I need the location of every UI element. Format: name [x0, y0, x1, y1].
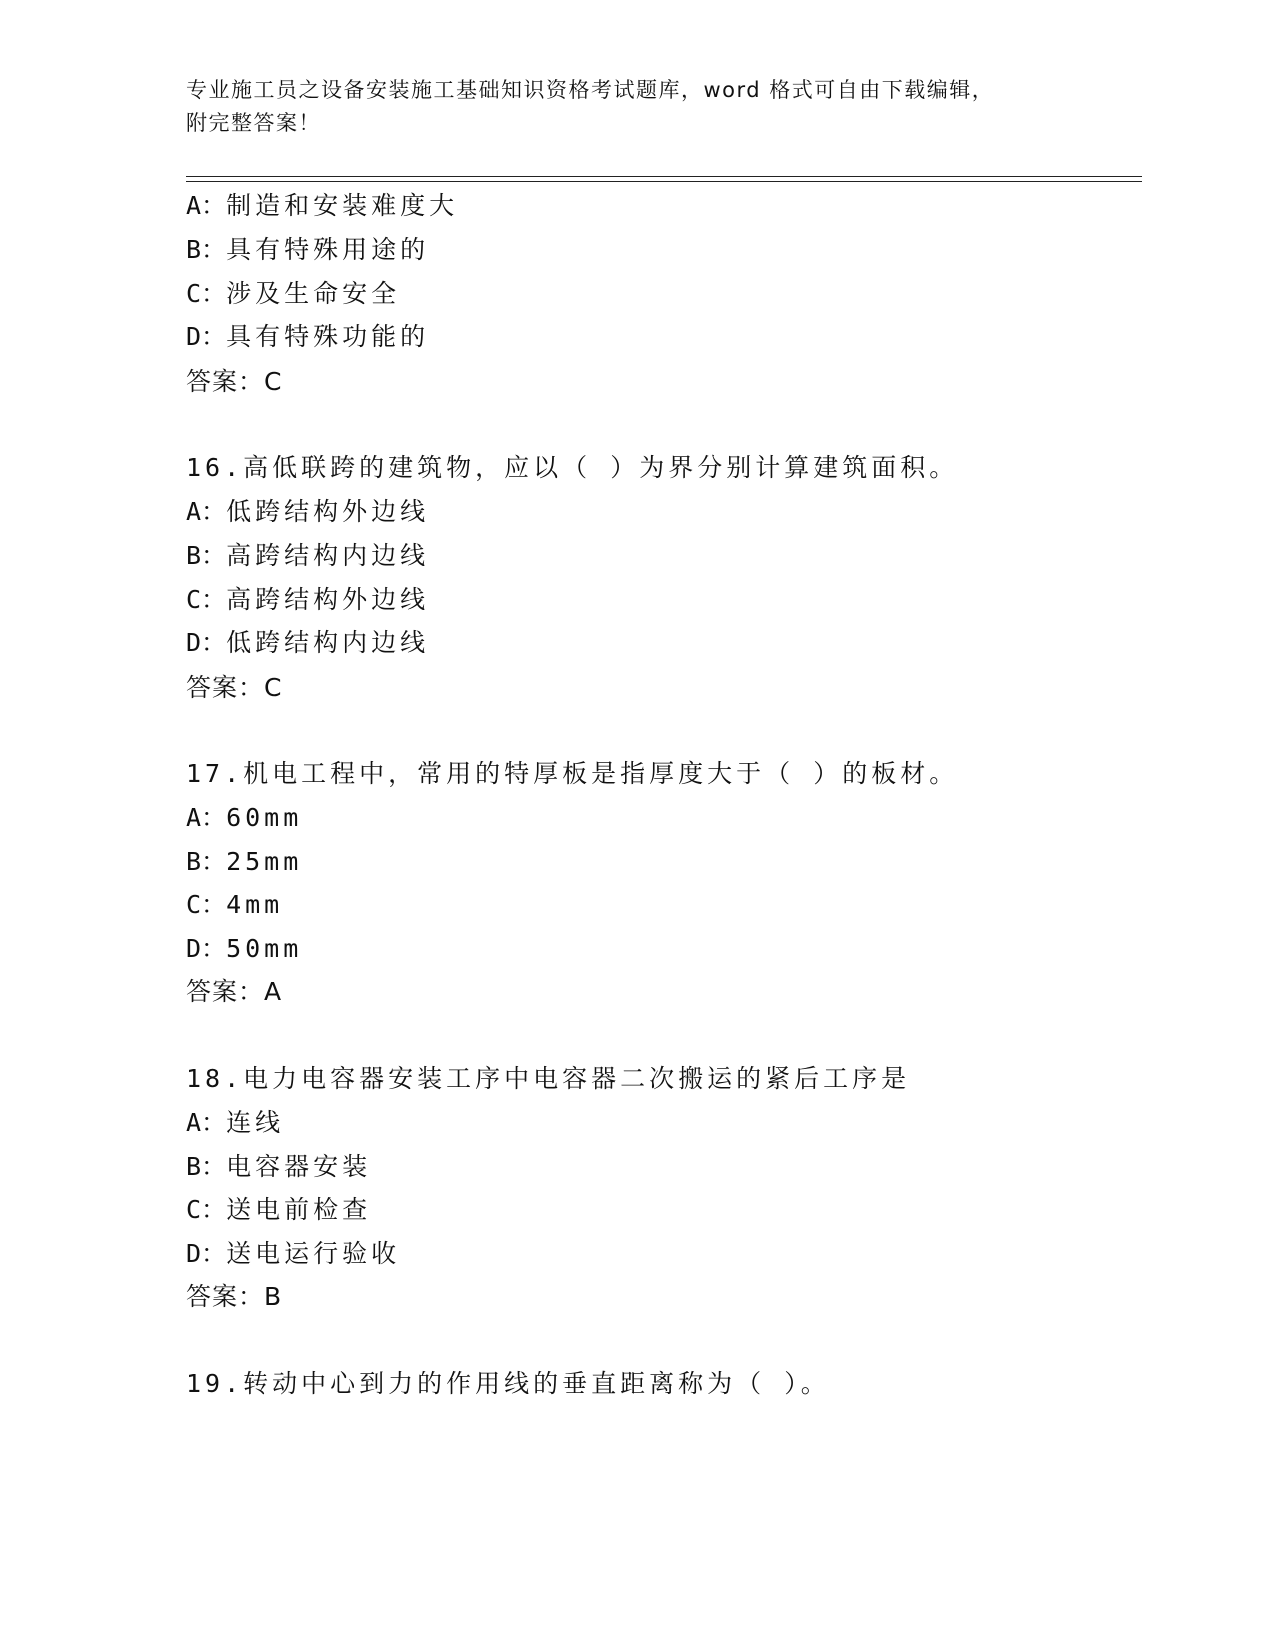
option-b — [186, 230, 429, 266]
option-text: 具有特殊功能的 — [226, 322, 430, 351]
option-text: 送电前检查 — [226, 1195, 372, 1224]
option-letter: D： — [186, 628, 227, 657]
option-a — [186, 1103, 284, 1139]
answer-line: 答案：A — [186, 977, 283, 1006]
answer-line: 答案：C — [186, 673, 283, 702]
option-text: 电容器安装 — [226, 1152, 372, 1181]
option-c — [186, 274, 400, 310]
document-header — [186, 74, 1066, 140]
option-text: 涉及生命安全 — [226, 279, 401, 308]
option-a — [186, 186, 458, 222]
option-text: 制造和安装难度大 — [226, 191, 459, 220]
option-text: 50mm — [226, 934, 303, 963]
option-letter: D： — [186, 322, 227, 351]
answer-line: 答案：B — [186, 1282, 283, 1311]
option-d — [186, 317, 429, 353]
option-letter: A： — [186, 803, 227, 832]
header-divider-bottom — [186, 181, 1142, 182]
option-letter: B： — [186, 541, 227, 570]
option-letter: A： — [186, 1108, 227, 1137]
option-letter: B： — [186, 847, 227, 876]
option-letter: B： — [186, 1152, 227, 1181]
option-b — [186, 842, 302, 878]
option-letter: D： — [186, 1239, 227, 1268]
option-text: 具有特殊用途的 — [226, 235, 430, 264]
option-letter: C： — [186, 890, 227, 919]
option-c — [186, 1190, 371, 1226]
header-title-line-1: 专业施工员之设备安装施工基础知识资格考试题库，word 格式可自由下载编辑， — [186, 78, 995, 102]
option-letter: D： — [186, 934, 227, 963]
option-text: 低跨结构内边线 — [226, 628, 430, 657]
question-text: 17.机电工程中，常用的特厚板是指厚度大于（ ）的板材。 — [186, 759, 959, 788]
header-divider-top — [186, 176, 1142, 177]
question-text: 16.高低联跨的建筑物，应以（ ）为界分别计算建筑面积。 — [186, 453, 959, 482]
option-letter: A： — [186, 191, 227, 220]
option-text: 25mm — [226, 847, 303, 876]
question-text: 18.电力电容器安装工序中电容器二次搬运的紧后工序是 — [186, 1064, 911, 1093]
option-b — [186, 536, 429, 572]
option-letter: C： — [186, 585, 227, 614]
header-title-line-2: 附完整答案！ — [186, 111, 321, 135]
option-text: 连线 — [226, 1108, 285, 1137]
option-a — [186, 492, 429, 528]
option-text: 低跨结构外边线 — [226, 497, 430, 526]
question-text: 19.转动中心到力的作用线的垂直距离称为（ ）。 — [186, 1369, 830, 1398]
option-d — [186, 623, 429, 659]
option-letter: B： — [186, 235, 227, 264]
option-text: 高跨结构外边线 — [226, 585, 430, 614]
option-letter: C： — [186, 279, 227, 308]
option-text: 4mm — [226, 890, 284, 919]
option-text: 高跨结构内边线 — [226, 541, 430, 570]
option-c — [186, 885, 283, 921]
option-text: 60mm — [226, 803, 303, 832]
option-a — [186, 798, 302, 834]
option-text: 送电运行验收 — [226, 1239, 401, 1268]
answer-line: 答案：C — [186, 367, 283, 396]
option-d — [186, 1234, 400, 1270]
option-c — [186, 580, 429, 616]
option-d — [186, 929, 302, 965]
option-b — [186, 1147, 371, 1183]
option-letter: C： — [186, 1195, 227, 1224]
option-letter: A： — [186, 497, 227, 526]
